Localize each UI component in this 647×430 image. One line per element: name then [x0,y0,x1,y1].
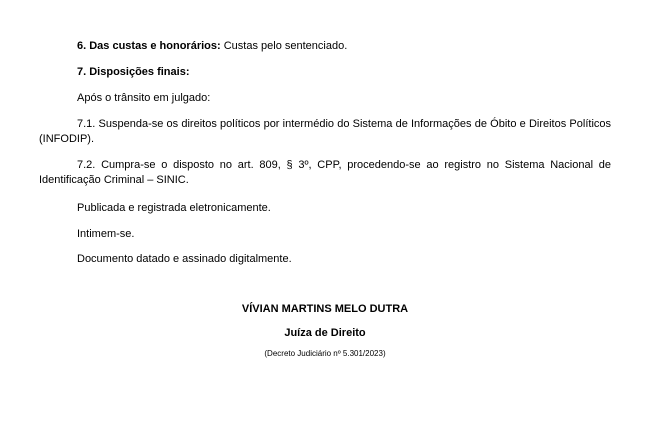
published-paragraph: Publicada e registrada eletronicamente. [77,202,271,214]
after-judgment-paragraph: Após o trânsito em julgado: [77,92,211,104]
summon-paragraph: Intimem-se. [77,228,135,240]
signer-decree-note: (Decreto Judiciário nº 5.301/2023) [264,349,386,358]
item-7-2-paragraph: 7.2. Cumpra-se o disposto no art. 809, § 3º, CPP, procedendo-se ao registro no Sistema Nacional de Identificação Criminal – SINIC. [39,159,611,186]
section-6-heading: 6. Das custas e honorários: [77,40,221,52]
section-6-text: Custas pelo sentenciado. [220,40,348,52]
section-6-paragraph [39,39,611,54]
signer-name: VÍVIAN MARTINS MELO DUTRA [241,303,409,315]
item-7-1-paragraph: 7.1. Suspenda-se os direitos políticos por intermédio do Sistema de Informações de Óbito e Direitos Políticos (INFODIP). [39,118,611,145]
section-7-heading: 7. Disposições finais: [77,66,190,78]
section-7-heading-paragraph [39,65,611,80]
digital-signature-paragraph: Documento datado e assinado digitalmente. [77,253,292,265]
signer-role: Juíza de Direito [284,327,366,339]
